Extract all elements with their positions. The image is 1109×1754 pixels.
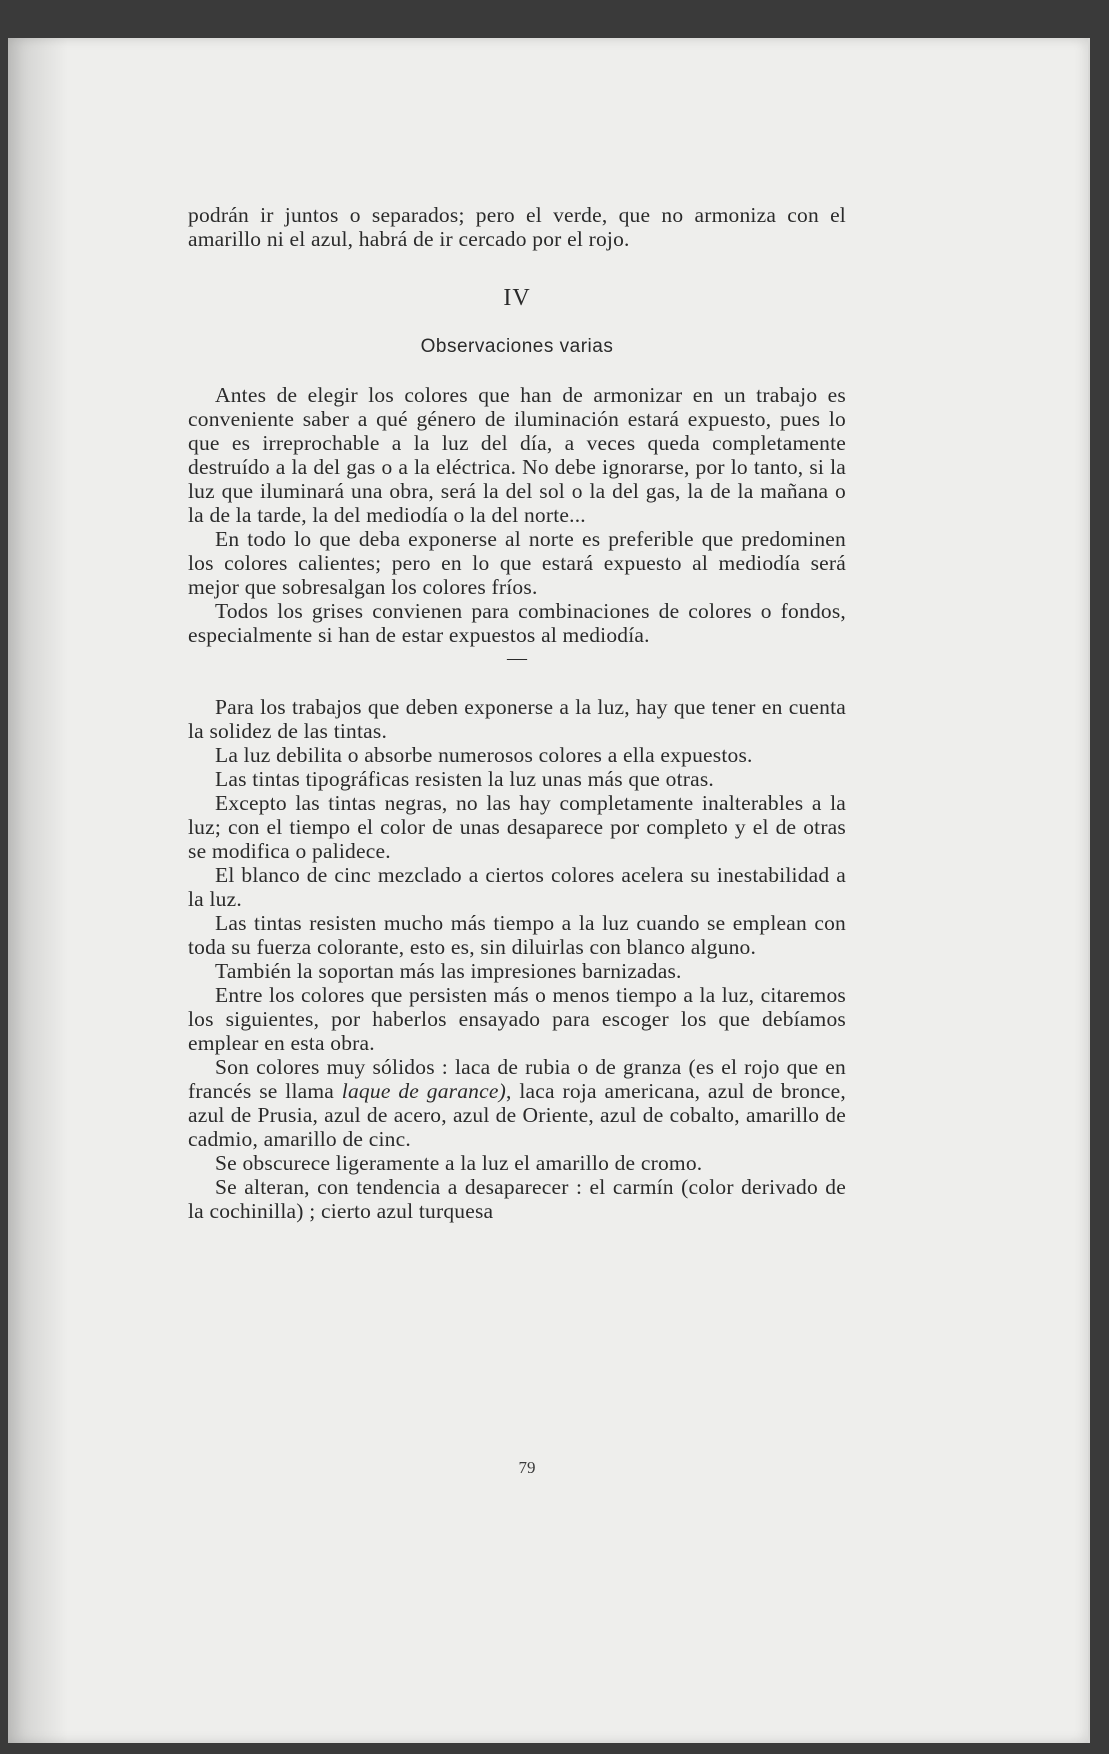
section-number: IV [503,285,531,311]
solid-colors-text-end: , laca roja americana, azul de bronce, azul de Prusia, azul de acero, azul de Oriente, azul de cobalto, amarillo de cadmio, amarillo de cinc. [188,1079,846,1151]
paragraph: Se alteran, con tendencia a desaparecer : el carmín (color derivado de la cochinilla) ; cierto azul turquesa [188,1175,846,1223]
paragraph: La luz debilita o absorbe numerosos colores a ella expuestos. [215,743,753,767]
solid-colors-text-start: Son colores muy sólidos : laca de rubia o de granza (es el rojo que en francés se llama [188,1055,846,1103]
paragraph: Entre los colores que persisten más o menos tiempo a la luz, citaremos los siguientes, por haberlos ensayado para escoger los que debíamos emplear en esta obra. [188,983,846,1055]
paragraph: Se obscurece ligeramente a la luz el amarillo de cromo. [215,1151,703,1175]
paragraph: El blanco de cinc mezclado a ciertos colores acelera su inestabilidad a la luz. [188,863,846,911]
opening-paragraph: podrán ir juntos o separados; pero el verde, que no armoniza con el amarillo ni el azul, habrá de ir cercado por el rojo. [188,203,846,251]
book-page [8,38,1090,1743]
paragraph: Todos los grises convienen para combinaciones de colores o fondos, especialmente si han de estar expuestos al mediodía. [188,599,846,647]
section-title: Observaciones varias [420,336,614,357]
paragraph: Las tintas resisten mucho más tiempo a la luz cuando se emplean con toda su fuerza colorante, esto es, sin diluirlas con blanco alguno. [188,911,846,959]
solid-colors-paragraph [188,1055,846,1151]
paragraph: Para los trabajos que deben exponerse a la luz, hay que tener en cuenta la solidez de las tintas. [188,695,846,743]
page-binding-shadow [8,38,68,1743]
paragraph: En todo lo que deba exponerse al norte es preferible que predominen los colores calientes; pero en lo que estará expuesto al mediodía será mejor que sobresalgan los colores fríos. [188,527,846,599]
section-break-dash: — [507,647,527,669]
paragraph: También la soportan más las impresiones barnizadas. [215,959,682,983]
paragraph: Antes de elegir los colores que han de armonizar en un trabajo es conveniente saber a qué género de iluminación estará expuesto, pues lo que es irreprochable a la luz del día, a veces queda completamente destruído a la del gas o a la eléctrica. No debe ignorarse, por lo tanto, si la luz que iluminará una obra, será la del sol o la del gas, la de la mañana o la de la tarde, la del mediodía o la del norte... [188,383,846,527]
page-number: 79 [518,1458,536,1477]
page-content [188,203,846,1223]
paragraph: Excepto las tintas negras, no las hay completamente inalterables a la luz; con el tiempo el color de unas desaparece por completo y el de otras se modifica o palidece. [188,791,846,863]
paragraph: Las tintas tipográficas resisten la luz unas más que otras. [215,767,714,791]
solid-colors-italic-term: laque de garance) [341,1079,506,1103]
